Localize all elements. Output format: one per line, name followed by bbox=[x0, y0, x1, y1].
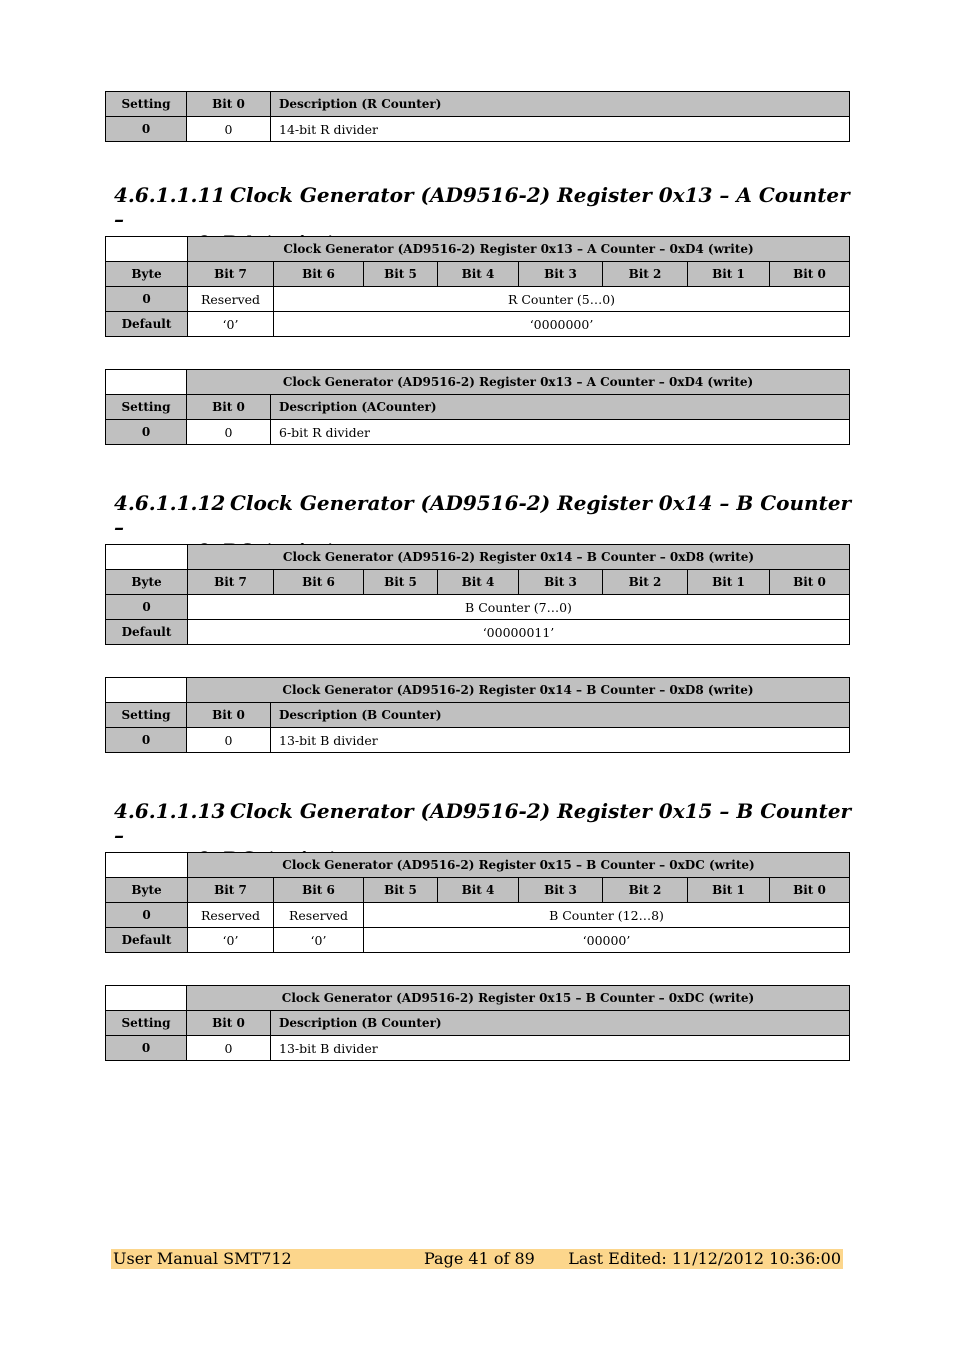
header-bit0: Bit 0 bbox=[770, 570, 850, 595]
header-bit1: Bit 1 bbox=[688, 570, 770, 595]
header-bit0: Bit 0 bbox=[770, 878, 850, 903]
footer-manual-title: User Manual SMT712 bbox=[113, 1249, 292, 1268]
header-description: Description (ACounter) bbox=[271, 395, 850, 420]
bit7-field: Reserved bbox=[188, 903, 274, 928]
bit0-value: 0 bbox=[187, 420, 271, 445]
bit7-default: ‘0’ bbox=[188, 928, 274, 953]
register-table-0x14 bbox=[105, 544, 850, 645]
section-number: 4.6.1.1.13 bbox=[114, 799, 226, 823]
default-label: Default bbox=[106, 312, 188, 337]
bit7-field: Reserved bbox=[188, 287, 274, 312]
setting-caption: Clock Generator (AD9516-2) Register 0x13 – A Counter – 0xD4 (write) bbox=[187, 370, 850, 395]
description-value: 13-bit B divider bbox=[271, 728, 850, 753]
blank-cell bbox=[106, 986, 187, 1011]
header-bit6: Bit 6 bbox=[274, 262, 364, 287]
setting-value: 0 bbox=[106, 117, 187, 142]
blank-cell bbox=[106, 853, 188, 878]
b-counter-default: ‘00000011’ bbox=[188, 620, 850, 645]
bit6-field: Reserved bbox=[274, 903, 364, 928]
header-byte: Byte bbox=[106, 570, 188, 595]
header-bit5: Bit 5 bbox=[364, 570, 438, 595]
header-setting: Setting bbox=[106, 703, 187, 728]
b-counter-default: ‘00000’ bbox=[364, 928, 850, 953]
default-label: Default bbox=[106, 620, 188, 645]
setting-value: 0 bbox=[106, 728, 187, 753]
bit6-default: ‘0’ bbox=[274, 928, 364, 953]
description-value: 14-bit R divider bbox=[271, 117, 850, 142]
b-counter-field: B Counter (7…0) bbox=[188, 595, 850, 620]
setting-caption: Clock Generator (AD9516-2) Register 0x15 – B Counter – 0xDC (write) bbox=[187, 986, 850, 1011]
header-bit0: Bit 0 bbox=[187, 92, 271, 117]
bit0-value: 0 bbox=[187, 728, 271, 753]
byte-value: 0 bbox=[106, 903, 188, 928]
header-bit5: Bit 5 bbox=[364, 262, 438, 287]
header-description: Description (R Counter) bbox=[271, 92, 850, 117]
setting-table-0x15 bbox=[105, 985, 850, 1061]
header-bit2: Bit 2 bbox=[603, 262, 688, 287]
header-bit0: Bit 0 bbox=[187, 703, 271, 728]
register-table-0x13 bbox=[105, 236, 850, 337]
description-value: 13-bit B divider bbox=[271, 1036, 850, 1061]
header-bit0: Bit 0 bbox=[187, 1011, 271, 1036]
register-caption: Clock Generator (AD9516-2) Register 0x13 – A Counter – 0xD4 (write) bbox=[188, 237, 850, 262]
blank-cell bbox=[106, 545, 188, 570]
r-counter-setting-table bbox=[105, 91, 850, 142]
register-caption: Clock Generator (AD9516-2) Register 0x14 – B Counter – 0xD8 (write) bbox=[188, 545, 850, 570]
header-bit2: Bit 2 bbox=[603, 878, 688, 903]
register-caption: Clock Generator (AD9516-2) Register 0x15 – B Counter – 0xDC (write) bbox=[188, 853, 850, 878]
header-bit2: Bit 2 bbox=[603, 570, 688, 595]
header-bit4: Bit 4 bbox=[438, 570, 519, 595]
bit7-default: ‘0’ bbox=[188, 312, 274, 337]
register-table-0x15 bbox=[105, 852, 850, 953]
footer-last-edited: Last Edited: 11/12/2012 10:36:00 bbox=[568, 1249, 841, 1268]
setting-table-0x13 bbox=[105, 369, 850, 445]
header-setting: Setting bbox=[106, 92, 187, 117]
setting-value: 0 bbox=[106, 420, 187, 445]
byte-value: 0 bbox=[106, 595, 188, 620]
byte-value: 0 bbox=[106, 287, 188, 312]
section-title-line1: Clock Generator (AD9516-2) Register 0x15 – B Counter – bbox=[114, 799, 852, 847]
header-bit3: Bit 3 bbox=[519, 570, 603, 595]
b-counter-field: B Counter (12…8) bbox=[364, 903, 850, 928]
header-description: Description (B Counter) bbox=[271, 1011, 850, 1036]
page-footer bbox=[111, 1249, 843, 1269]
header-setting: Setting bbox=[106, 1011, 187, 1036]
header-description: Description (B Counter) bbox=[271, 703, 850, 728]
bit0-value: 0 bbox=[187, 1036, 271, 1061]
header-setting: Setting bbox=[106, 395, 187, 420]
section-title-line1: Clock Generator (AD9516-2) Register 0x14 – B Counter – bbox=[114, 491, 852, 539]
bit0-value: 0 bbox=[187, 117, 271, 142]
header-bit6: Bit 6 bbox=[274, 570, 364, 595]
header-bit7: Bit 7 bbox=[188, 878, 274, 903]
blank-cell bbox=[106, 678, 187, 703]
header-bit1: Bit 1 bbox=[688, 262, 770, 287]
header-bit1: Bit 1 bbox=[688, 878, 770, 903]
header-bit4: Bit 4 bbox=[438, 878, 519, 903]
header-bit5: Bit 5 bbox=[364, 878, 438, 903]
section-number: 4.6.1.1.12 bbox=[114, 491, 226, 515]
blank-cell bbox=[106, 370, 187, 395]
setting-table-0x14 bbox=[105, 677, 850, 753]
r-counter-default: ‘0000000’ bbox=[274, 312, 850, 337]
default-label: Default bbox=[106, 928, 188, 953]
setting-value: 0 bbox=[106, 1036, 187, 1061]
r-counter-field: R Counter (5…0) bbox=[274, 287, 850, 312]
section-title-line1: Clock Generator (AD9516-2) Register 0x13 – A Counter – bbox=[114, 183, 850, 231]
header-bit3: Bit 3 bbox=[519, 878, 603, 903]
header-bit3: Bit 3 bbox=[519, 262, 603, 287]
setting-caption: Clock Generator (AD9516-2) Register 0x14 – B Counter – 0xD8 (write) bbox=[187, 678, 850, 703]
header-bit0: Bit 0 bbox=[187, 395, 271, 420]
header-bit7: Bit 7 bbox=[188, 262, 274, 287]
header-bit0: Bit 0 bbox=[770, 262, 850, 287]
header-byte: Byte bbox=[106, 262, 188, 287]
header-byte: Byte bbox=[106, 878, 188, 903]
description-value: 6-bit R divider bbox=[271, 420, 850, 445]
section-number: 4.6.1.1.11 bbox=[114, 183, 226, 207]
header-bit6: Bit 6 bbox=[274, 878, 364, 903]
footer-page-number: Page 41 of 89 bbox=[424, 1249, 535, 1268]
blank-cell bbox=[106, 237, 188, 262]
header-bit7: Bit 7 bbox=[188, 570, 274, 595]
header-bit4: Bit 4 bbox=[438, 262, 519, 287]
